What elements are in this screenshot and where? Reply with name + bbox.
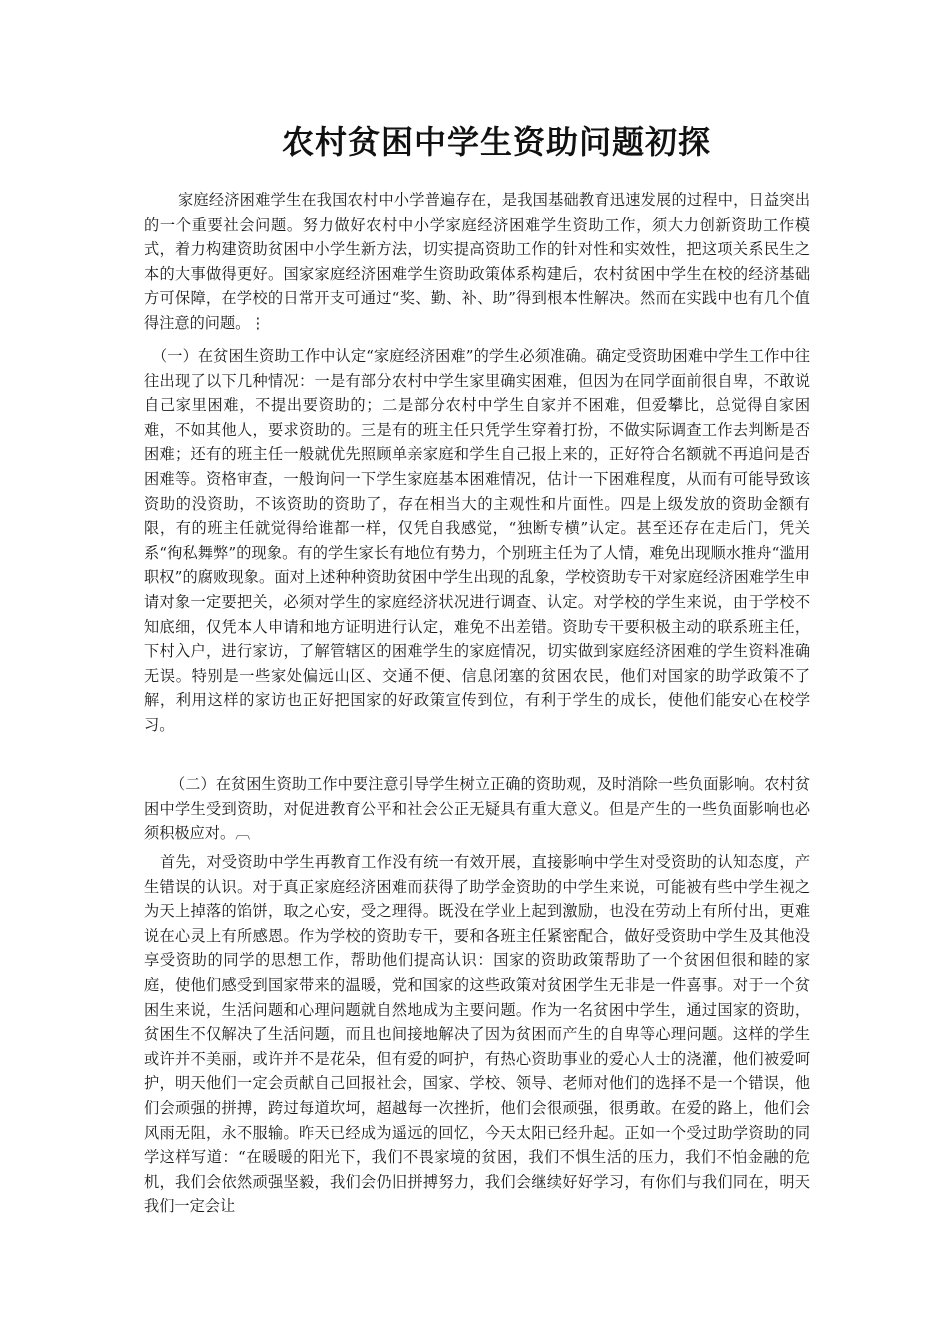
paragraph-intro: 家庭经济困难学生在我国农村中小学普遍存在，是我国基础教育迅速发展的过程中，日益突出的一个重要社会问题。努力做好农村中小学家庭经济困难学生资助工作，须大力创新资助工作模式，着力构建资助贫困中小学生新方法，切实提高资助工作的针对性和实效性，把这项关系民生之本的大事做得更好。国家家庭经济困难学生资助政策体系构建后，农村贫困中学生在校的经济基础方可保障，在学校的日常开支可通过“奖、勤、补、助”得到根本性解决。然而在实践中也有几个值得注意的问题。⋮: [144, 191, 810, 332]
document-title: 农村贫困中学生资助问题初探: [282, 123, 712, 161]
paragraph-section-two: （二）在贫困生资助工作中要注意引导学生树立正确的资助观，及时消除一些负面影响。农村贫困中学生受到资助，对促进教育公平和社会公正无疑具有重大意义。但是产生的一些负面影响也必须积极应对。︹: [144, 775, 810, 843]
document-page: [144, 0, 810, 1344]
paragraph-section-one: （一）在贫困生资助工作中认定“家庭经济困难”的学生必须准确。确定受资助困难中学生工作中往往出现了以下几种情况：一是有部分农村中学生家里确实困难，但因为在同学面前很自卑，不敢说自己家里困难，不提出要资助的；二是部分农村中学生自家并不困难，但爱攀比，总觉得自家困难，不如其他人，要求资助的。三是有的班主任只凭学生穿着打扮，不做实际调查工作去判断是否困难；还有的班主任一般就优先照顾单亲家庭和学生自己报上来的，正好符合名额就不再追问是否困难等。资格审查，一般询问一下学生家庭基本困难情况，估计一下困难程度，从而有可能导致该资助的没资助，不该资助的资助了，存在相当大的主观性和片面性。四是上级发放的资助金额有限，有的班主任就觉得给谁都一样，仅凭自我感觉，“独断专横”认定。甚至还存在走后门，凭关系“徇私舞弊”的现象。有的学生家长有地位有势力，个别班主任为了人情，难免出现顺水推舟“滥用职权”的腐败现象。面对上述种种资助贫困中学生出现的乱象，学校资助专干对家庭经济困难学生申请对象一定要把关，必须对学生的家庭经济状况进行调查、认定。对学校的学生来说，由于学校不知底细，仅凭本人申请和地方证明进行认定，难免不出差错。资助专干要积极主动的联系班主任，下村入户，进行家访，了解管辖区的困难学生的家庭情况，切实做到家庭经济困难的学生资料准确无误。特别是一些家处偏远山区、交通不便、信息闭塞的贫困农民，他们对国家的助学政策不了解，利用这样的家访也正好把国家的好政策宣传到位，有利于学生的成长，使他们能安心在校学习。: [144, 347, 810, 734]
paragraph-first-point: 首先，对受资助中学生再教育工作没有统一有效开展，直接影响中学生对受资助的认知态度，产生错误的认识。对于真正家庭经济困难而获得了助学金资助的中学生来说，可能被有些中学生视之为天上掉落的馅饼，取之心安，受之理得。既没在学业上起到激励，也没在劳动上有所付出，更难说在心灵上有所感恩。作为学校的资助专干，要和各班主任紧密配合，做好受资助中学生及其他没享受资助的同学的思想工作，帮助他们提高认识：国家的资助政策帮助了一个贫困但很和睦的家庭，使他们感受到国家带来的温暖，党和国家的这些政策对贫困学生无非是一件喜事。对于一个贫困生来说，生活问题和心理问题就自然地成为主要问题。作为一名贫困中学生，通过国家的资助，贫困生不仅解决了生活问题，而且也间接地解决了因为贫困而产生的自卑等心理问题。这样的学生或许并不美丽，或许并不是花朵，但有爱的呵护，有热心资助事业的爱心人士的浇灌，他们被爱呵护，明天他们一定会贡献自己回报社会，国家、学校、领导、老师对他们的选择不是一个错误，他们会顽强的拼搏，跨过每道坎坷，超越每一次挫折，他们会很顽强，很勇敢。在爱的路上，他们会风雨无阻，永不服输。昨天已经成为遥远的回忆，今天太阳已经升起。正如一个受过助学资助的同学这样写道：“在暖暖的阳光下，我们不畏家境的贫困，我们不惧生活的压力，我们不怕金融的危机，我们会依然顽强坚毅，我们会仍旧拼搏努力，我们会继续好好学习，有你们与我们同在，明天我们一定会让: [144, 853, 810, 1216]
